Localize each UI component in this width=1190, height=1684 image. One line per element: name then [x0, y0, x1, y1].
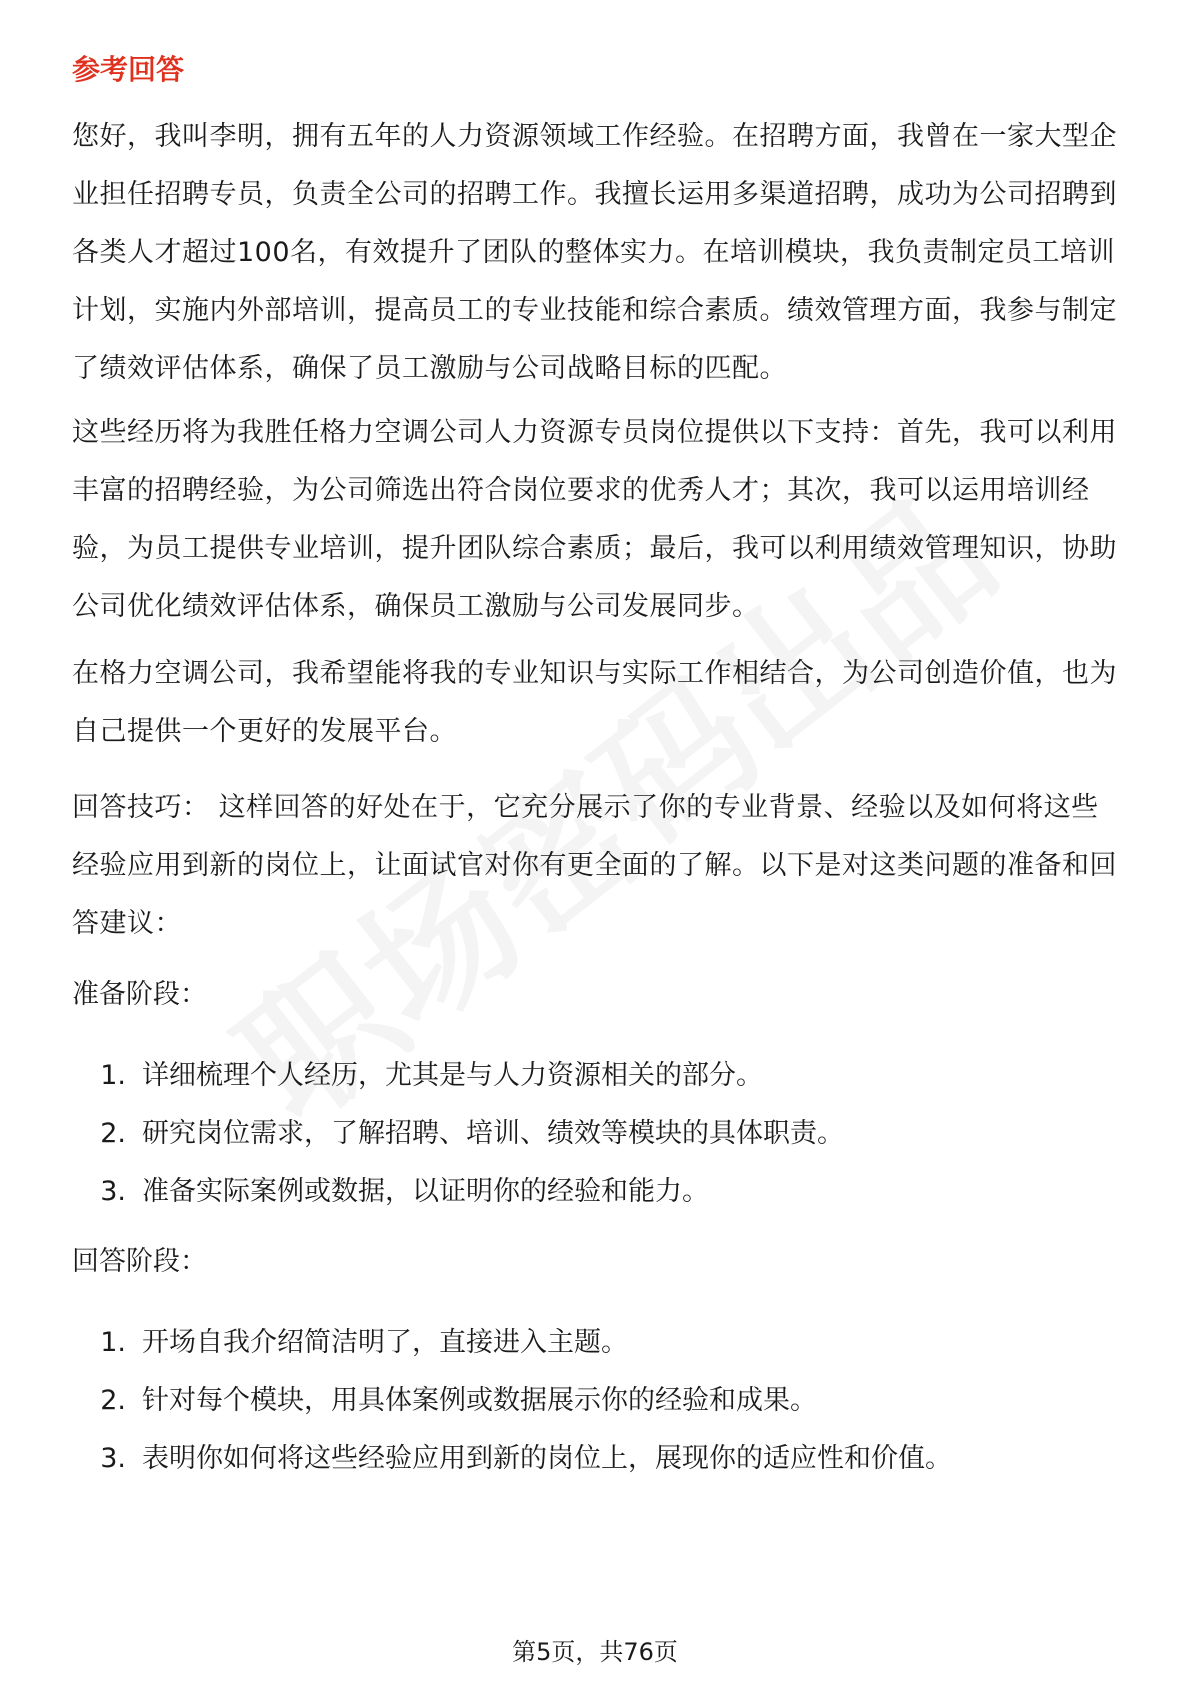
- paragraph-support: 这些经历将为我胜任格力空调公司人力资源专员岗位提供以下支持：首先，我可以利用丰富的招聘经验，为公司筛选出符合岗位要求的优秀人才；其次，我可以运用培训经验，为员工提供专业培训，提升团队综合素质；最后，我可以利用绩效管理知识，协助公司优化绩效评估体系，确保员工激励与公司发展同步。: [72, 417, 1117, 622]
- list-number: 3.: [100, 1443, 126, 1474]
- page-footer: 第5页，共76页: [512, 1638, 678, 1666]
- paragraph-intro: 您好，我叫李明，拥有五年的人力资源领域工作经验。在招聘方面，我曾在一家大型企业担任招聘专员，负责全公司的招聘工作。我擅长运用多渠道招聘，成功为公司招聘到各类人才超过100名，有效提升了团队的整体实力。在培训模块，我负责制定员工培训计划，实施内外部培训，提高员工的专业技能和综合素质。绩效管理方面，我参与制定了绩效评估体系，确保了员工激励与公司战略目标的匹配。: [72, 121, 1117, 384]
- prep-stage-label: 准备阶段：: [72, 979, 207, 1010]
- list-text: 开场自我介绍简洁明了，直接进入主题。: [142, 1327, 628, 1358]
- paragraph-tips: 回答技巧： 这样回答的好处在于，它充分展示了你的专业背景、经验以及如何将这些经验应用到新的岗位上，让面试官对你有更全面的了解。以下是对这类问题的准备和回答建议：: [72, 792, 1117, 939]
- list-number: 1.: [100, 1327, 126, 1358]
- list-number: 1.: [100, 1060, 126, 1091]
- list-text: 准备实际案例或数据，以证明你的经验和能力。: [142, 1176, 709, 1207]
- list-item: [72, 1047, 1122, 1105]
- prep-stage-list: [72, 1047, 1122, 1221]
- list-item: [72, 1430, 1122, 1488]
- list-text: 研究岗位需求，了解招聘、培训、绩效等模块的具体职责。: [142, 1118, 844, 1149]
- list-item: [72, 1105, 1122, 1163]
- list-item: [72, 1314, 1122, 1372]
- list-number: 2.: [100, 1385, 126, 1416]
- list-item: [72, 1163, 1122, 1221]
- list-number: 2.: [100, 1118, 126, 1149]
- list-item: [72, 1372, 1122, 1430]
- paragraph-goal: 在格力空调公司，我希望能将我的专业知识与实际工作相结合，为公司创造价值，也为自己提供一个更好的发展平台。: [72, 658, 1117, 747]
- list-text: 针对每个模块，用具体案例或数据展示你的经验和成果。: [142, 1385, 817, 1416]
- list-text: 表明你如何将这些经验应用到新的岗位上，展现你的适应性和价值。: [142, 1443, 952, 1474]
- section-heading: 参考回答: [72, 53, 185, 86]
- list-text: 详细梳理个人经历，尤其是与人力资源相关的部分。: [142, 1060, 763, 1091]
- answer-stage-label: 回答阶段：: [72, 1246, 207, 1277]
- list-number: 3.: [100, 1176, 126, 1207]
- answer-stage-list: [72, 1314, 1122, 1488]
